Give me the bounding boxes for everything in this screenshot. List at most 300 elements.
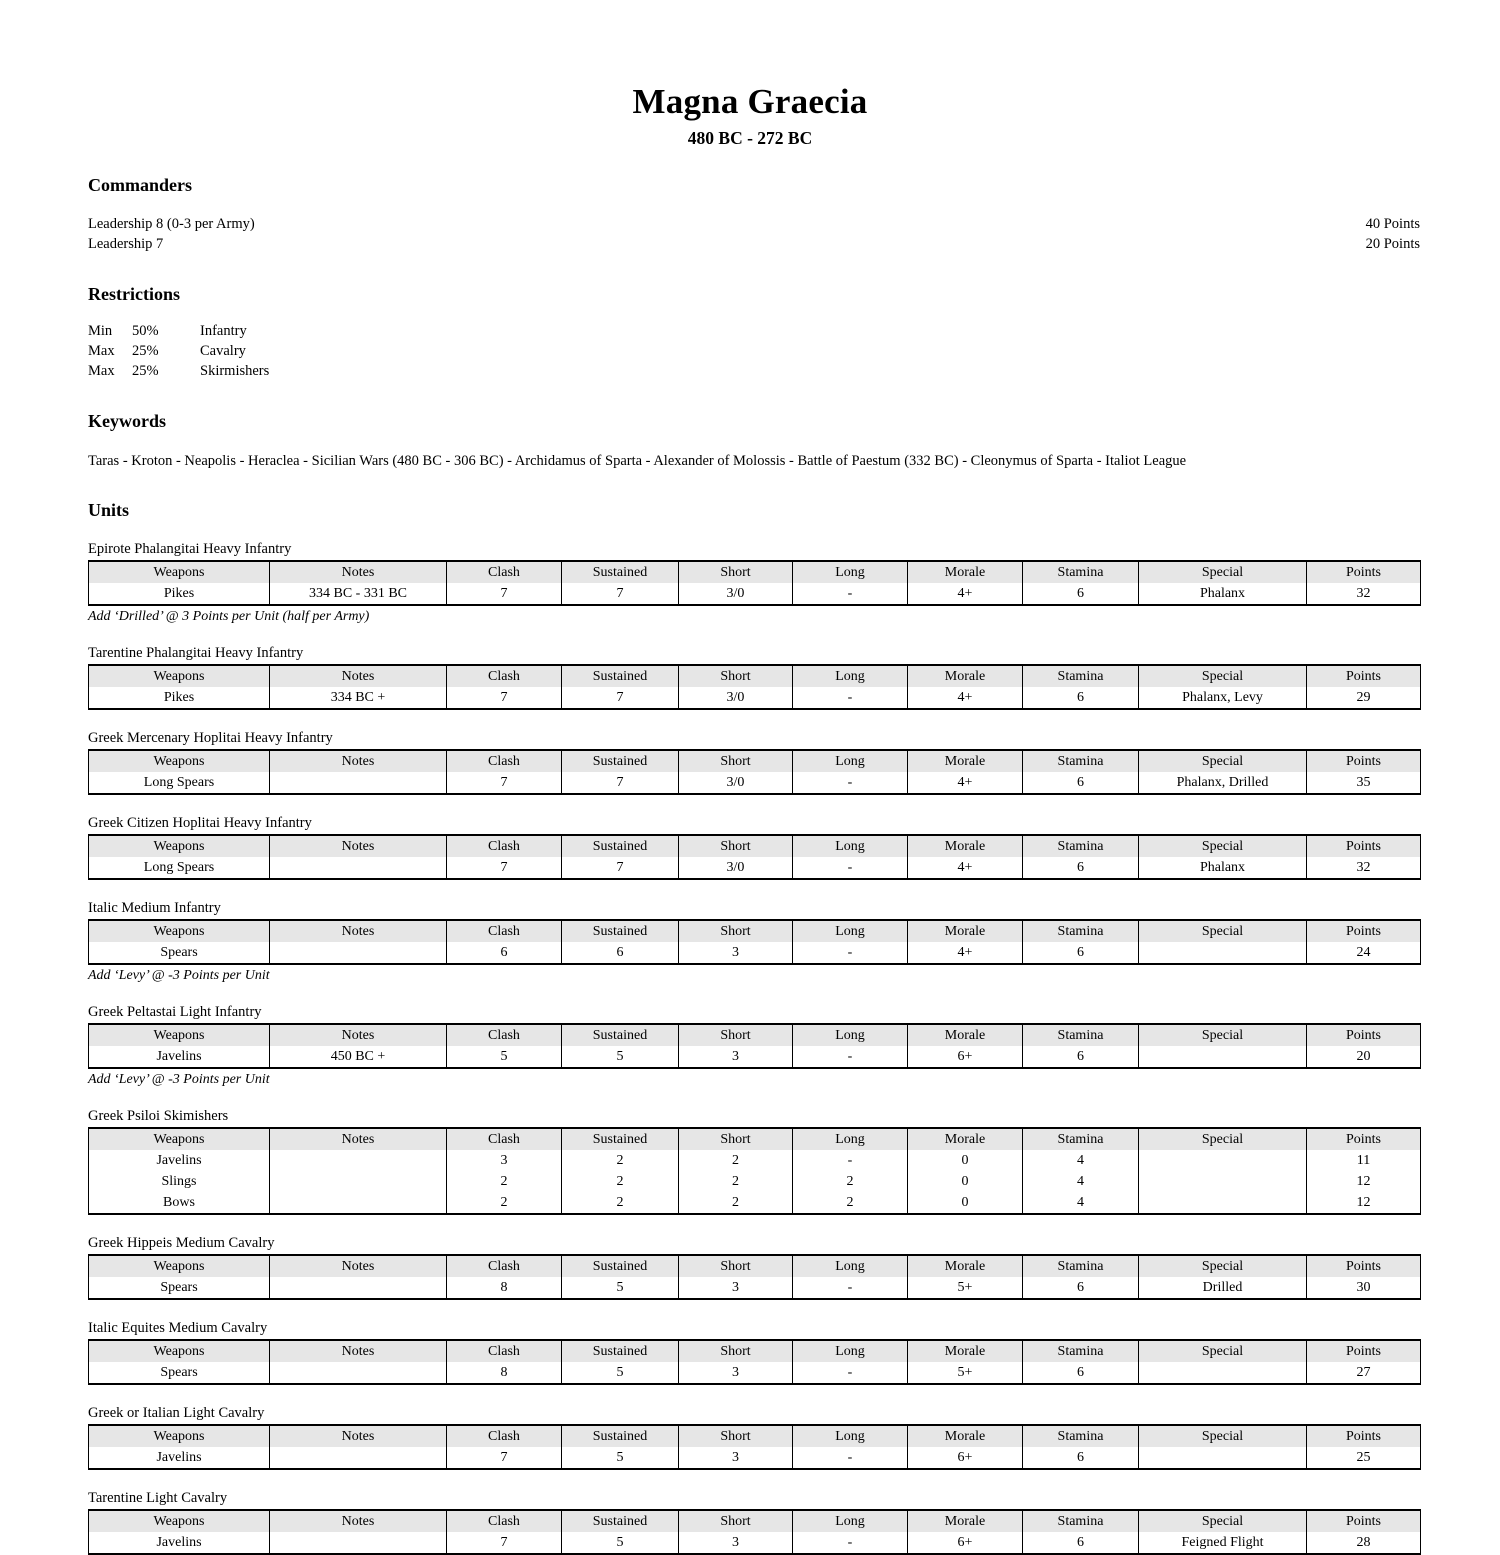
unit-option-note: Add ‘Levy’ @ -3 Points per Unit [88,967,270,983]
cell-stamina: 6 [1023,1277,1139,1299]
unit-blocks [88,541,1420,1555]
column-header-weapons: Weapons [89,665,270,687]
unit-stat-table [88,1023,1421,1069]
cell-long: 2 [793,1171,908,1192]
cell-long: - [793,1277,908,1299]
unit-block [88,900,1420,984]
cell-sustained: 2 [562,1192,679,1214]
unit-stat-table [88,1339,1421,1385]
cell-notes [270,1447,447,1469]
cell-points: 32 [1307,857,1421,879]
cell-clash: 8 [447,1277,562,1299]
unit-name: Greek Psiloi Skimishers [88,1107,229,1124]
column-header-sustained: Sustained [562,1128,679,1150]
commander-points: 20 Points [1365,235,1420,252]
unit-block [88,1004,1420,1088]
unit-stat-table [88,664,1421,710]
column-header-clash: Clash [447,1340,562,1362]
cell-long: - [793,1362,908,1384]
column-header-weapons: Weapons [89,1510,270,1532]
cell-special: Drilled [1139,1277,1307,1299]
restriction-percent: 25% [132,362,159,379]
column-header-special: Special [1139,920,1307,942]
cell-notes [270,1171,447,1192]
commander-row [88,234,1420,254]
cell-special [1139,1171,1307,1192]
column-header-morale: Morale [908,1340,1023,1362]
cell-morale: 6+ [908,1046,1023,1068]
cell-weapons: Spears [89,1362,270,1384]
restriction-type: Skirmishers [200,362,270,379]
cell-notes [270,1192,447,1214]
column-header-morale: Morale [908,750,1023,772]
column-header-special: Special [1139,1128,1307,1150]
column-header-points: Points [1307,750,1421,772]
unit-stat-table [88,1424,1421,1470]
column-header-special: Special [1139,665,1307,687]
cell-long: - [793,1447,908,1469]
column-header-special: Special [1139,1255,1307,1277]
unit-stat-table [88,1509,1421,1555]
column-header-stamina: Stamina [1023,1255,1139,1277]
column-header-clash: Clash [447,750,562,772]
cell-clash: 7 [447,687,562,709]
cell-sustained: 5 [562,1277,679,1299]
column-header-stamina: Stamina [1023,920,1139,942]
column-header-stamina: Stamina [1023,750,1139,772]
unit-name: Greek Peltastai Light Infantry [88,1003,262,1020]
column-header-long: Long [793,1340,908,1362]
cell-weapons: Pikes [89,687,270,709]
column-header-notes: Notes [270,920,447,942]
cell-long: - [793,1150,908,1171]
column-header-points: Points [1307,1510,1421,1532]
cell-weapons: Javelins [89,1150,270,1171]
column-header-long: Long [793,835,908,857]
column-header-long: Long [793,1024,908,1046]
column-header-short: Short [679,750,793,772]
column-header-short: Short [679,665,793,687]
column-header-long: Long [793,1255,908,1277]
cell-clash: 6 [447,942,562,964]
cell-short: 3/0 [679,857,793,879]
unit-name: Italic Medium Infantry [88,899,221,916]
cell-morale: 4+ [908,942,1023,964]
restriction-type: Cavalry [200,342,246,359]
column-header-morale: Morale [908,1510,1023,1532]
cell-morale: 5+ [908,1277,1023,1299]
table-row [89,1532,1421,1554]
cell-stamina: 6 [1023,942,1139,964]
cell-short: 3 [679,1532,793,1554]
cell-short: 3 [679,1447,793,1469]
cell-sustained: 5 [562,1532,679,1554]
cell-short: 3/0 [679,772,793,794]
column-header-clash: Clash [447,561,562,583]
column-header-stamina: Stamina [1023,1024,1139,1046]
column-header-clash: Clash [447,1425,562,1447]
keywords-text: Taras - Kroton - Neapolis - Heraclea - Sicilian Wars (480 BC - 306 BC) - Archidamus of Sparta - Alexander of Molossis - Battle of Paestum (332 BC) - Cleonymus of Sparta - Italiot League [88,452,1187,469]
unit-option-note: Add ‘Drilled’ @ 3 Points per Unit (half per Army) [88,608,370,624]
unit-stat-table [88,749,1421,795]
restriction-row [88,341,1420,361]
column-header-special: Special [1139,561,1307,583]
unit-name: Tarentine Phalangitai Heavy Infantry [88,644,304,661]
cell-notes [270,1277,447,1299]
unit-block [88,541,1420,625]
cell-notes [270,1362,447,1384]
column-header-points: Points [1307,835,1421,857]
column-header-points: Points [1307,665,1421,687]
cell-morale: 0 [908,1192,1023,1214]
table-row [89,1150,1421,1171]
column-header-short: Short [679,1255,793,1277]
cell-special: Phalanx [1139,583,1307,605]
restriction-row [88,321,1420,341]
table-header-row [89,1255,1421,1277]
column-header-points: Points [1307,1255,1421,1277]
cell-stamina: 6 [1023,1447,1139,1469]
cell-short: 3/0 [679,687,793,709]
restriction-percent: 25% [132,342,159,359]
cell-points: 24 [1307,942,1421,964]
cell-clash: 3 [447,1150,562,1171]
cell-morale: 5+ [908,1362,1023,1384]
cell-notes [270,1150,447,1171]
cell-morale: 4+ [908,857,1023,879]
cell-morale: 6+ [908,1532,1023,1554]
column-header-clash: Clash [447,1255,562,1277]
column-header-clash: Clash [447,1024,562,1046]
cell-weapons: Pikes [89,583,270,605]
column-header-sustained: Sustained [562,750,679,772]
column-header-sustained: Sustained [562,1510,679,1532]
unit-stat-table [88,834,1421,880]
cell-morale: 4+ [908,687,1023,709]
column-header-clash: Clash [447,835,562,857]
column-header-morale: Morale [908,1425,1023,1447]
cell-special [1139,1192,1307,1214]
restrictions-list [88,321,1420,381]
restriction-limit: Max [88,342,115,359]
cell-sustained: 5 [562,1362,679,1384]
cell-short: 3 [679,942,793,964]
column-header-points: Points [1307,1340,1421,1362]
table-header-row [89,750,1421,772]
cell-notes [270,857,447,879]
column-header-short: Short [679,1024,793,1046]
cell-special [1139,1447,1307,1469]
column-header-weapons: Weapons [89,1255,270,1277]
column-header-long: Long [793,1128,908,1150]
column-header-weapons: Weapons [89,920,270,942]
column-header-weapons: Weapons [89,835,270,857]
table-header-row [89,561,1421,583]
cell-long: - [793,583,908,605]
column-header-short: Short [679,920,793,942]
column-header-long: Long [793,1425,908,1447]
restrictions-heading: Restrictions [88,283,180,304]
cell-short: 3 [679,1046,793,1068]
column-header-points: Points [1307,1128,1421,1150]
column-header-special: Special [1139,1510,1307,1532]
table-row [89,942,1421,964]
cell-notes: 334 BC - 331 BC [270,583,447,605]
cell-stamina: 6 [1023,1532,1139,1554]
cell-morale: 0 [908,1171,1023,1192]
cell-clash: 7 [447,583,562,605]
column-header-short: Short [679,1425,793,1447]
cell-weapons: Long Spears [89,857,270,879]
table-header-row [89,1340,1421,1362]
cell-notes: 450 BC + [270,1046,447,1068]
column-header-clash: Clash [447,920,562,942]
cell-points: 20 [1307,1046,1421,1068]
commander-label: Leadership 7 [88,235,164,252]
unit-stat-table [88,919,1421,965]
cell-notes: 334 BC + [270,687,447,709]
cell-sustained: 2 [562,1171,679,1192]
table-row [89,1046,1421,1068]
cell-morale: 4+ [908,583,1023,605]
column-header-weapons: Weapons [89,1340,270,1362]
column-header-sustained: Sustained [562,665,679,687]
cell-stamina: 6 [1023,772,1139,794]
unit-name: Italic Equites Medium Cavalry [88,1319,268,1336]
column-header-morale: Morale [908,1024,1023,1046]
unit-name: Tarentine Light Cavalry [88,1489,228,1506]
cell-short: 2 [679,1192,793,1214]
column-header-sustained: Sustained [562,1024,679,1046]
cell-clash: 7 [447,857,562,879]
column-header-sustained: Sustained [562,920,679,942]
cell-points: 12 [1307,1171,1421,1192]
unit-stat-table [88,1254,1421,1300]
cell-weapons: Spears [89,942,270,964]
cell-stamina: 4 [1023,1150,1139,1171]
unit-block [88,1320,1420,1385]
column-header-short: Short [679,835,793,857]
column-header-notes: Notes [270,665,447,687]
cell-stamina: 6 [1023,1362,1139,1384]
column-header-long: Long [793,1510,908,1532]
cell-long: - [793,1046,908,1068]
cell-special [1139,1362,1307,1384]
column-header-sustained: Sustained [562,561,679,583]
unit-stat-table [88,1127,1421,1215]
unit-block [88,1108,1420,1215]
unit-name: Greek Citizen Hoplitai Heavy Infantry [88,814,312,831]
column-header-weapons: Weapons [89,1425,270,1447]
column-header-stamina: Stamina [1023,1425,1139,1447]
column-header-sustained: Sustained [562,835,679,857]
cell-short: 3 [679,1362,793,1384]
cell-stamina: 6 [1023,583,1139,605]
column-header-weapons: Weapons [89,561,270,583]
cell-special [1139,942,1307,964]
cell-long: - [793,857,908,879]
table-row [89,1192,1421,1214]
column-header-short: Short [679,1340,793,1362]
unit-name: Greek or Italian Light Cavalry [88,1404,265,1421]
table-row [89,687,1421,709]
table-row [89,1362,1421,1384]
cell-clash: 7 [447,1532,562,1554]
cell-weapons: Slings [89,1171,270,1192]
cell-long: - [793,772,908,794]
column-header-short: Short [679,561,793,583]
column-header-long: Long [793,561,908,583]
cell-stamina: 6 [1023,1046,1139,1068]
cell-special: Phalanx, Levy [1139,687,1307,709]
commanders-list [88,214,1420,254]
table-row [89,857,1421,879]
column-header-morale: Morale [908,835,1023,857]
commanders-heading: Commanders [88,174,192,195]
cell-stamina: 4 [1023,1192,1139,1214]
cell-special: Phalanx [1139,857,1307,879]
commander-label: Leadership 8 (0-3 per Army) [88,215,255,232]
unit-stat-table [88,560,1421,606]
title-block [0,0,1500,149]
column-header-notes: Notes [270,835,447,857]
cell-short: 3/0 [679,583,793,605]
column-header-stamina: Stamina [1023,1128,1139,1150]
cell-long: - [793,1532,908,1554]
restriction-limit: Min [88,322,113,339]
column-header-long: Long [793,920,908,942]
column-header-points: Points [1307,1024,1421,1046]
cell-weapons: Javelins [89,1046,270,1068]
column-header-short: Short [679,1128,793,1150]
column-header-morale: Morale [908,665,1023,687]
cell-weapons: Spears [89,1277,270,1299]
column-header-clash: Clash [447,1128,562,1150]
table-header-row [89,1425,1421,1447]
cell-clash: 7 [447,772,562,794]
cell-sustained: 7 [562,583,679,605]
restriction-limit: Max [88,362,115,379]
unit-block [88,1405,1420,1470]
table-row [89,1171,1421,1192]
column-header-stamina: Stamina [1023,561,1139,583]
cell-clash: 8 [447,1362,562,1384]
keywords-heading: Keywords [88,410,166,431]
cell-points: 27 [1307,1362,1421,1384]
column-header-morale: Morale [908,920,1023,942]
cell-special: Phalanx, Drilled [1139,772,1307,794]
column-header-notes: Notes [270,1024,447,1046]
cell-points: 32 [1307,583,1421,605]
cell-stamina: 6 [1023,687,1139,709]
restriction-type: Infantry [200,322,247,339]
restriction-percent: 50% [132,322,159,339]
cell-notes [270,772,447,794]
cell-clash: 7 [447,1447,562,1469]
column-header-notes: Notes [270,1255,447,1277]
cell-sustained: 5 [562,1046,679,1068]
column-header-long: Long [793,665,908,687]
column-header-weapons: Weapons [89,1128,270,1150]
cell-points: 35 [1307,772,1421,794]
column-header-morale: Morale [908,561,1023,583]
cell-weapons: Bows [89,1192,270,1214]
cell-morale: 6+ [908,1447,1023,1469]
cell-notes [270,942,447,964]
cell-points: 30 [1307,1277,1421,1299]
column-header-weapons: Weapons [89,750,270,772]
cell-points: 25 [1307,1447,1421,1469]
page-subtitle: 480 BC - 272 BC [687,127,813,148]
column-header-sustained: Sustained [562,1340,679,1362]
table-header-row [89,1128,1421,1150]
commander-points: 40 Points [1365,215,1420,232]
commander-row [88,214,1420,234]
column-header-clash: Clash [447,665,562,687]
unit-block [88,815,1420,880]
table-row [89,1277,1421,1299]
unit-name: Greek Hippeis Medium Cavalry [88,1234,275,1251]
column-header-short: Short [679,1510,793,1532]
column-header-notes: Notes [270,1128,447,1150]
unit-block [88,1235,1420,1300]
column-header-notes: Notes [270,1425,447,1447]
cell-weapons: Javelins [89,1532,270,1554]
cell-clash: 5 [447,1046,562,1068]
cell-short: 2 [679,1171,793,1192]
column-header-notes: Notes [270,750,447,772]
column-header-morale: Morale [908,1128,1023,1150]
column-header-notes: Notes [270,1340,447,1362]
column-header-notes: Notes [270,561,447,583]
column-header-special: Special [1139,1340,1307,1362]
restriction-row [88,361,1420,381]
column-header-stamina: Stamina [1023,835,1139,857]
column-header-special: Special [1139,835,1307,857]
cell-special [1139,1150,1307,1171]
column-header-notes: Notes [270,1510,447,1532]
cell-long: - [793,942,908,964]
unit-block [88,730,1420,795]
cell-sustained: 7 [562,772,679,794]
unit-option-note: Add ‘Levy’ @ -3 Points per Unit [88,1071,270,1087]
table-header-row [89,835,1421,857]
unit-name: Greek Mercenary Hoplitai Heavy Infantry [88,729,333,746]
column-header-points: Points [1307,1425,1421,1447]
column-header-stamina: Stamina [1023,1510,1139,1532]
column-header-long: Long [793,750,908,772]
column-header-special: Special [1139,750,1307,772]
cell-clash: 2 [447,1192,562,1214]
cell-notes [270,1532,447,1554]
cell-short: 2 [679,1150,793,1171]
column-header-weapons: Weapons [89,1024,270,1046]
column-header-special: Special [1139,1024,1307,1046]
document-content [0,175,1500,1555]
cell-long: 2 [793,1192,908,1214]
page-title: Magna Graecia [632,82,868,121]
cell-sustained: 2 [562,1150,679,1171]
cell-short: 3 [679,1277,793,1299]
table-row [89,1447,1421,1469]
cell-clash: 2 [447,1171,562,1192]
table-header-row [89,1024,1421,1046]
cell-special [1139,1046,1307,1068]
cell-special: Feigned Flight [1139,1532,1307,1554]
cell-weapons: Long Spears [89,772,270,794]
units-heading: Units [88,499,130,520]
column-header-morale: Morale [908,1255,1023,1277]
